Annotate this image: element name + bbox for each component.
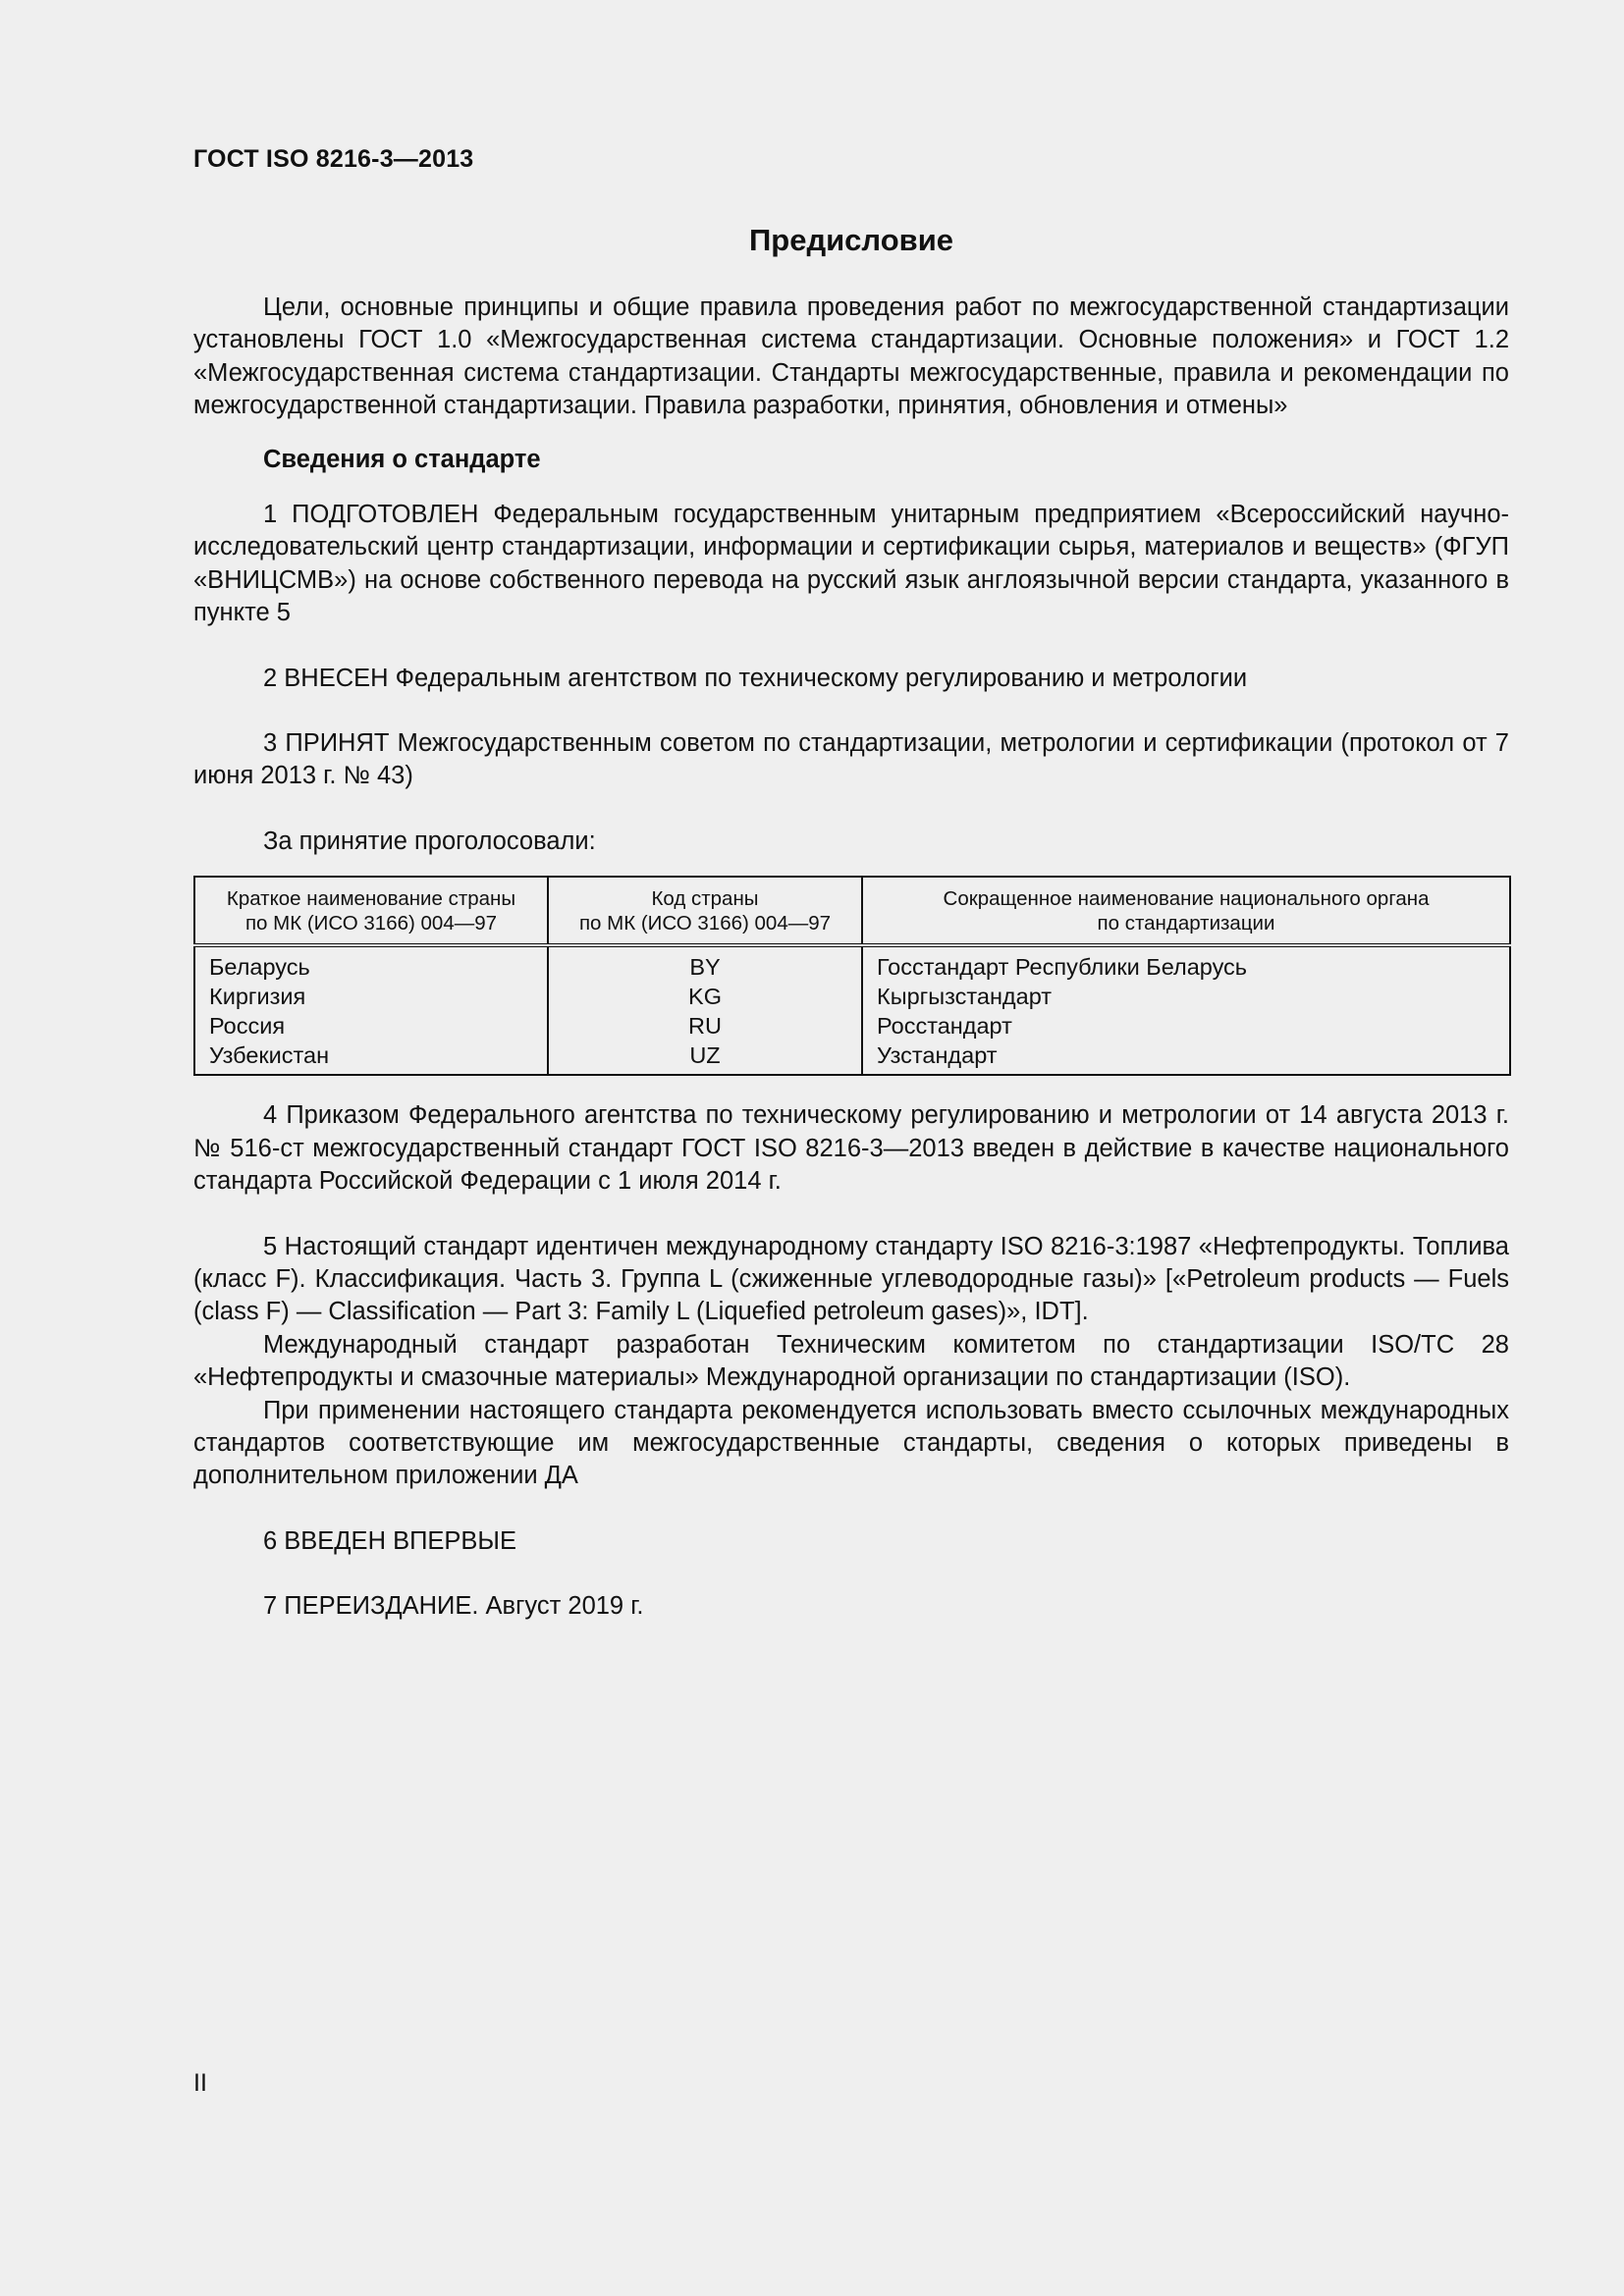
header-line: Код страны: [651, 887, 759, 911]
item-5-committee: Международный стандарт разработан Техническим комитетом по стандартизации ISO/TC 28 «Нефтепродукты и смазочные материалы» Международной организации по стандартизации (ISO).: [193, 1330, 1509, 1392]
column-header-authority: [862, 877, 1510, 945]
table-row: [194, 982, 1510, 1011]
item-5-references: При применении настоящего стандарта рекомендуется использовать вместо ссылочных международных стандартов соответствующие им межгосударственные стандарты, сведения о которых приведены в дополнительном приложении ДА: [193, 1396, 1509, 1490]
column-header-code: [548, 877, 862, 945]
item-6: 6 ВВЕДЕН ВПЕРВЫЕ: [263, 1526, 517, 1555]
authority-cell: Узстандарт: [862, 1041, 1510, 1075]
code-cell: RU: [548, 1011, 862, 1041]
item-5: 5 Настоящий стандарт идентичен международному стандарту ISO 8216-3:1987 «Нефтепродукты. Топлива (класс F). Классификация. Часть 3. Группа L (сжиженные углеводородные газы)» [«Petroleum products — Fuels (class F) — Classification — Part 3: Family L (Liquefied petroleum gases)», IDT].: [193, 1232, 1509, 1326]
country-cell: Киргизия: [194, 982, 548, 1011]
header-line: по МК (ИСО 3166) 004—97: [244, 912, 498, 935]
code-cell: BY: [548, 945, 862, 982]
item-7: 7 ПЕРЕИЗДАНИЕ. Август 2019 г.: [263, 1592, 644, 1621]
voting-table: [193, 876, 1511, 1076]
item-3: 3 ПРИНЯТ Межгосударственным советом по стандартизации, метрологии и сертификации (протокол от 7 июня 2013 г. № 43): [193, 729, 1509, 790]
running-header: ГОСТ ISO 8216-3—2013: [193, 145, 474, 173]
code-cell: KG: [548, 982, 862, 1011]
country-cell: Беларусь: [194, 945, 548, 982]
header-line: Краткое наименование страны: [226, 887, 516, 911]
page-number: II: [193, 2069, 207, 2097]
header-line: по МК (ИСО 3166) 004—97: [578, 912, 832, 935]
table-header-row: [194, 877, 1510, 945]
page-title: Предисловие: [748, 223, 953, 257]
voted-label: За принятие проголосовали:: [263, 827, 596, 855]
column-header-country: [194, 877, 548, 945]
section-subtitle: Сведения о стандарте: [263, 445, 541, 473]
intro-paragraph: Цели, основные принципы и общие правила проведения работ по межгосударственной стандартизации установлены ГОСТ 1.0 «Межгосударственная система стандартизации. Основные положения» и ГОСТ 1.2 «Межгосударственная система стандартизации. Стандарты межгосударственные, правила и рекомендации по межгосударственной стандартизации. Правила разработки, принятия, обновления и отмены»: [193, 294, 1509, 420]
authority-cell: Госстандарт Республики Беларусь: [862, 945, 1510, 982]
document-body: [193, 292, 1509, 1624]
item-1: 1 ПОДГОТОВЛЕН Федеральным государственным унитарным предприятием «Всероссийский научно-исследовательский центр стандартизации, информации и сертификации сырья, материалов и веществ» (ФГУП «ВНИЦСМВ») на основе собственного перевода на русский язык англоязычной версии стандарта, указанного в пункте 5: [193, 501, 1509, 627]
authority-cell: Кыргызстандарт: [862, 982, 1510, 1011]
country-cell: Узбекистан: [194, 1041, 548, 1075]
code-cell: UZ: [548, 1041, 862, 1075]
table-row: [194, 1041, 1510, 1075]
table-row: [194, 1011, 1510, 1041]
header-line: по стандартизации: [1097, 912, 1275, 935]
header-line: Сокращенное наименование национального органа: [943, 887, 1430, 911]
item-4: 4 Приказом Федерального агентства по техническому регулированию и метрологии от 14 августа 2013 г. № 516-ст межгосударственный стандарт ГОСТ ISO 8216-3—2013 введен в действие в качестве национального стандарта Российской Федерации с 1 июля 2014 г.: [193, 1101, 1509, 1196]
table-row: [194, 945, 1510, 982]
item-2: 2 ВНЕСЕН Федеральным агентством по техническому регулированию и метрологии: [263, 664, 1248, 692]
authority-cell: Росстандарт: [862, 1011, 1510, 1041]
country-cell: Россия: [194, 1011, 548, 1041]
